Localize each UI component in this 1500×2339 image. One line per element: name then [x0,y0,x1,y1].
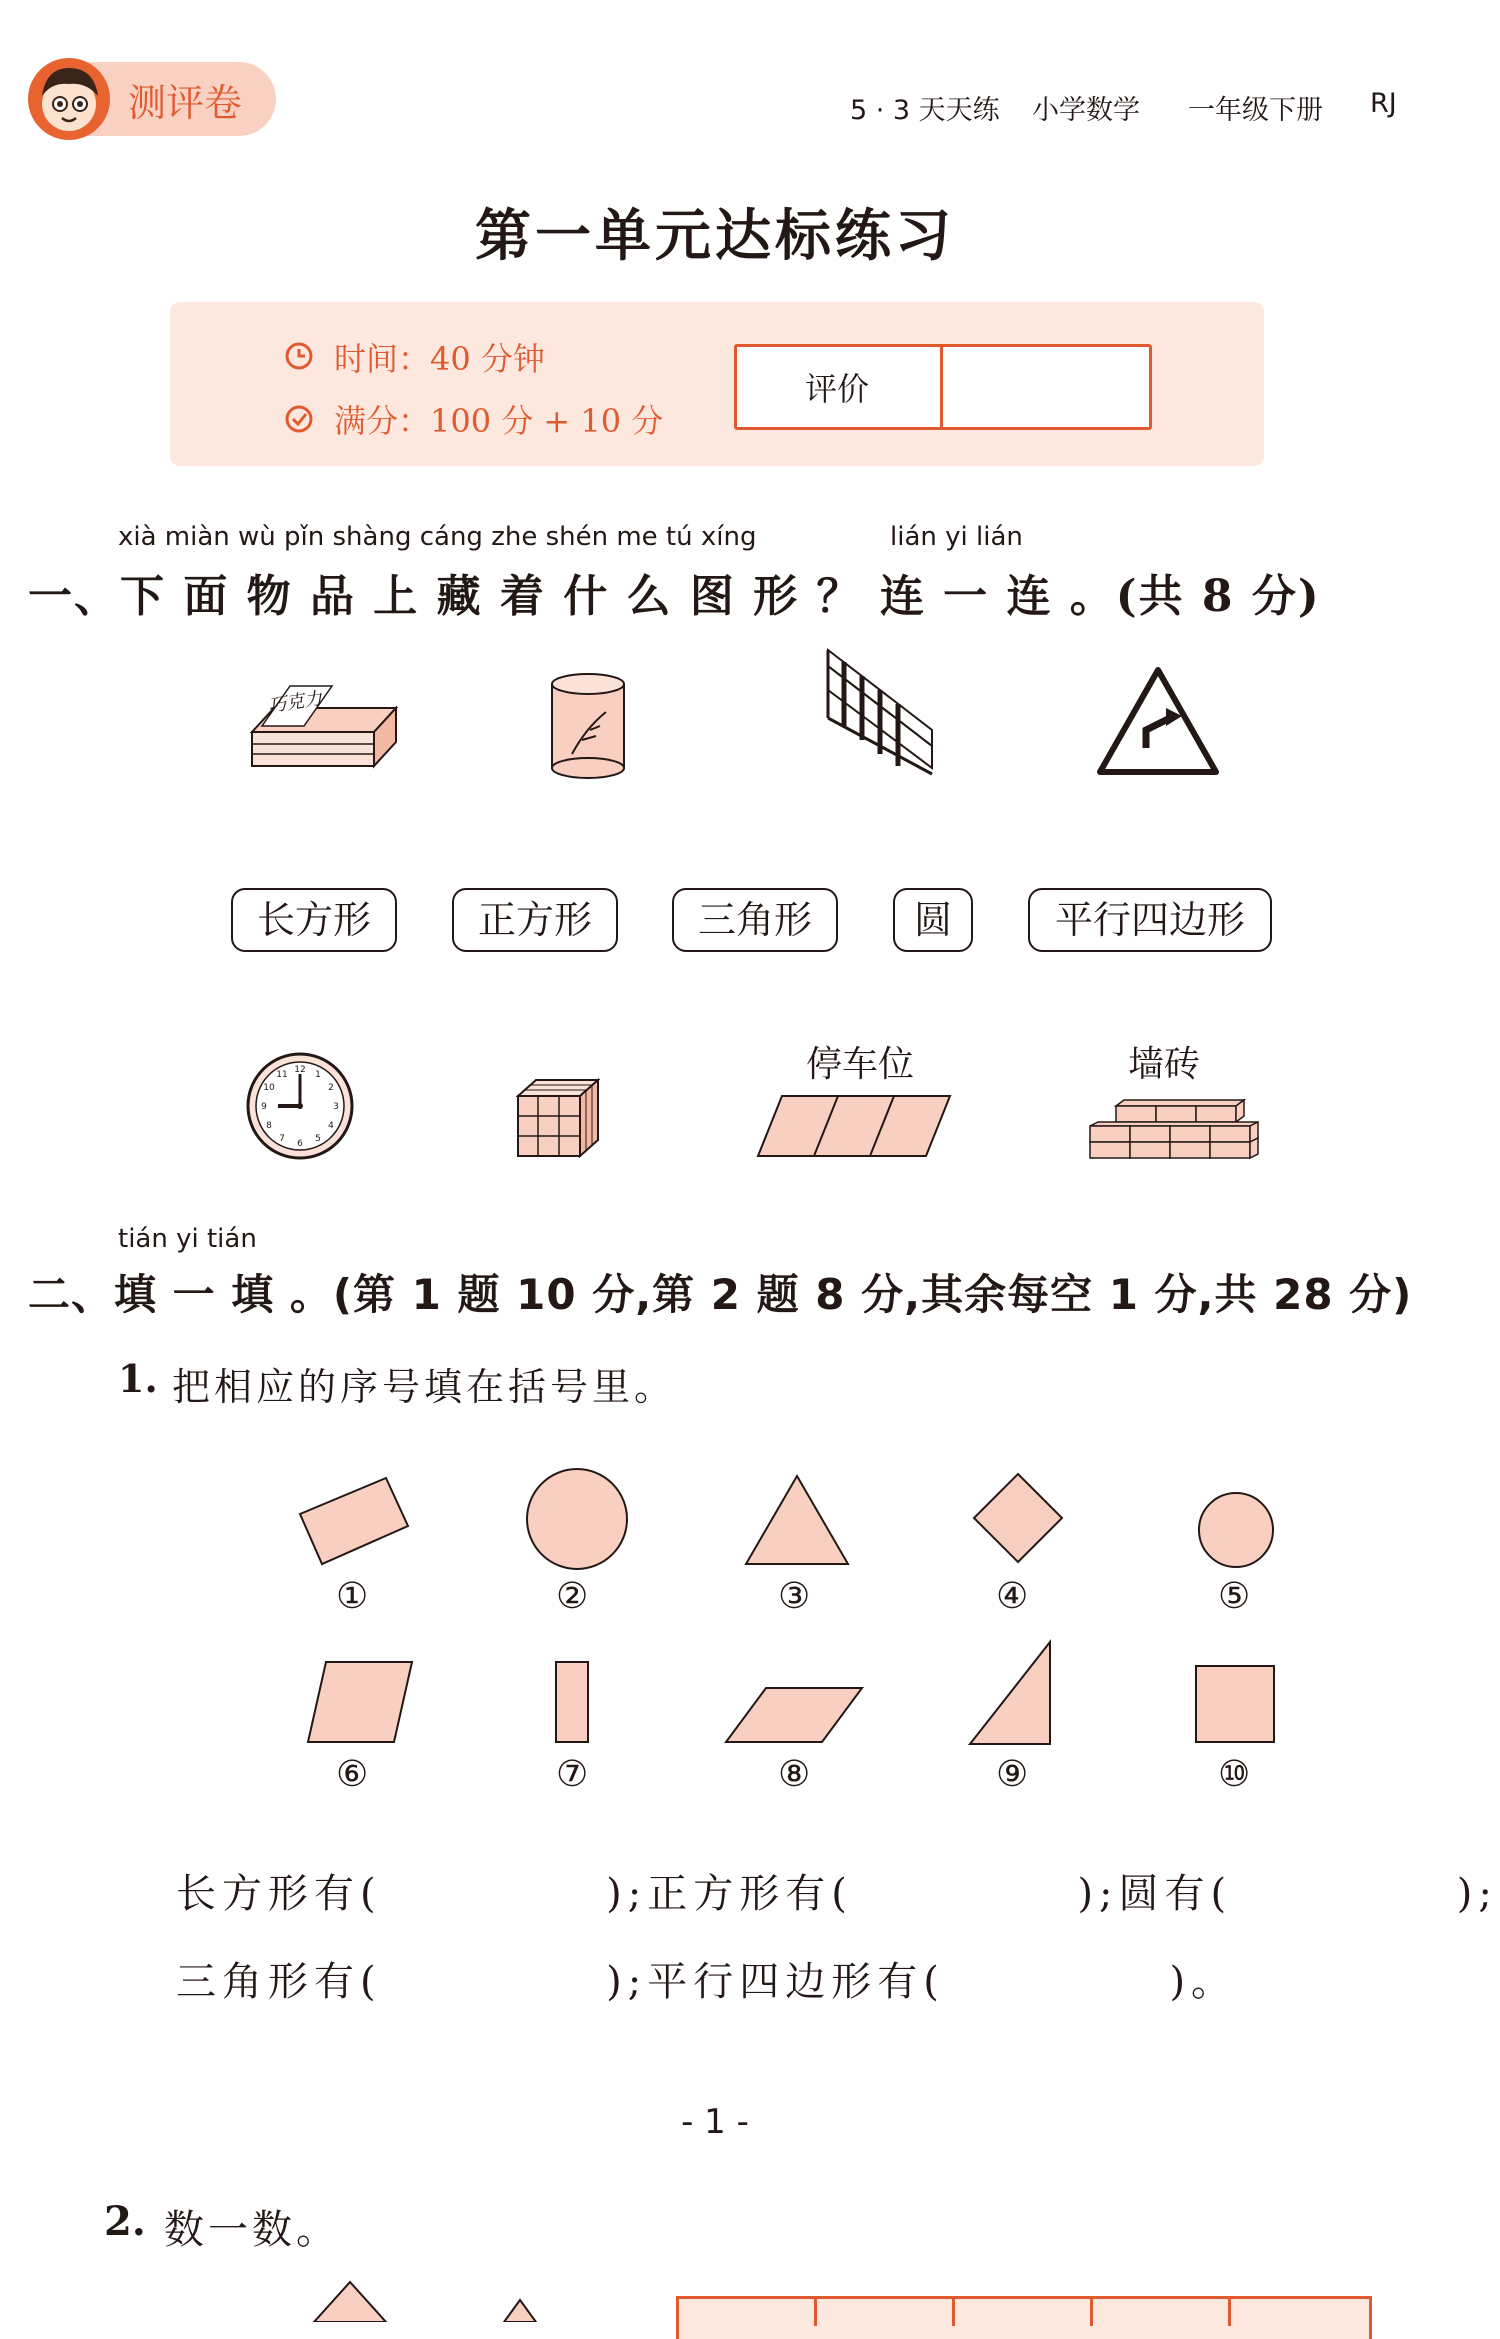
svg-text:5: 5 [315,1134,321,1144]
shape-label-1: ① [336,1576,369,1617]
svg-text:8: 8 [266,1121,272,1131]
rubiks-cube-picture [516,1078,600,1158]
shape-option-triangle: 三角形 [672,888,838,952]
shape-label-9: ⑨ [996,1754,1029,1795]
time-limit: 时间：40 分钟 [334,340,545,378]
svg-text:2: 2 [328,1083,334,1093]
clock-icon [284,341,314,371]
shape-option-parallelogram: 平行四边形 [1028,888,1272,952]
shape-3-triangle [742,1472,852,1568]
subject-name: 小学数学 [1032,95,1140,126]
page-title: 第一单元达标练习 [475,203,955,269]
q2-sub2-number: 2. [104,2198,146,2245]
shape-6-parallelogram [306,1658,416,1746]
svg-text:9: 9 [261,1102,267,1112]
svg-text:7: 7 [279,1134,285,1144]
brick-wall-picture [1086,1096,1260,1162]
q2-sub1-number: 1. [118,1356,158,1401]
svg-text:11: 11 [276,1070,288,1080]
count-table-header [676,2296,1372,2339]
warning-sign-picture [1094,664,1222,778]
shape-label-8: ⑧ [778,1754,811,1795]
page-number: - 1 - [681,2102,749,2142]
shape-label-5: ⑤ [1218,1576,1251,1617]
grade-name: 一年级下册 [1188,95,1323,126]
student-avatar-icon [26,56,112,142]
staircase-railing-picture [824,646,936,778]
q2-sub2-text: 数一数。 [164,2207,340,2253]
full-score: 满分：100 分 + 10 分 [334,402,664,440]
q1-text: 一、下 面 物 品 上 藏 着 什 么 图 形 ？ 连 一 连 。(共 8 分) [28,571,1321,622]
shape-option-square: 正方形 [452,888,618,952]
shape-label-10: ⑩ [1218,1754,1251,1795]
check-circle-icon [284,404,314,434]
shape-option-circle: 圆 [893,888,973,952]
shape-9-right-triangle [966,1638,1056,1748]
wall-brick-label: 墙砖 [1128,1044,1201,1085]
shape-5-small-circle [1196,1490,1276,1570]
shape-1-tilted-rectangle [296,1474,412,1570]
parking-label: 停车位 [806,1044,915,1085]
parking-spaces-picture [756,1092,952,1160]
edition-code: RJ [1370,88,1397,119]
evaluation-divider [940,344,943,430]
svg-text:10: 10 [263,1083,275,1093]
svg-text:6: 6 [297,1139,303,1149]
answer-line-2[interactable]: 三角形有( );平行四边形有( )。 [176,1959,1238,2005]
evaluation-label: 评价 [804,370,869,408]
shape-8-flat-parallelogram [722,1684,866,1746]
shape-label-4: ④ [996,1576,1029,1617]
badge-label: 测评卷 [128,81,243,125]
svg-text:3: 3 [333,1102,339,1112]
shape-2-large-circle [524,1466,630,1572]
shape-4-diamond-square [970,1470,1066,1566]
shape-label-6: ⑥ [336,1754,369,1795]
chocolate-label: 巧克力 [267,688,324,717]
svg-text:1: 1 [315,1070,321,1080]
wall-clock-picture [244,1050,356,1162]
can-picture [546,668,630,780]
shape-7-thin-rectangle [552,1658,592,1746]
svg-text:4: 4 [328,1121,334,1131]
q2-text: 二、填 一 填 。(第 1 题 10 分,第 2 题 8 分,其余每空 1 分,共 28 分) [28,1270,1413,1319]
shape-label-3: ③ [778,1576,811,1617]
shape-10-square [1192,1662,1278,1746]
partial-shapes-figure [310,2280,550,2322]
q1-pinyin-a: xià miàn wù pǐn shàng cáng zhe shén me tú xíng [118,522,757,552]
shape-option-rectangle: 长方形 [231,888,397,952]
q1-pinyin-b: lián yi lián [890,522,1023,552]
answer-line-1[interactable]: 长方形有( );正方形有( );圆有( ); [176,1871,1498,1917]
q2-pinyin: tián yi tián [118,1224,257,1254]
svg-text:12: 12 [294,1065,306,1075]
q2-sub1-text: 把相应的序号填在括号里。 [172,1365,677,1409]
shape-label-7: ⑦ [556,1754,589,1795]
shape-label-2: ② [556,1576,589,1617]
series-name: 5 · 3 天天练 [850,95,1000,126]
